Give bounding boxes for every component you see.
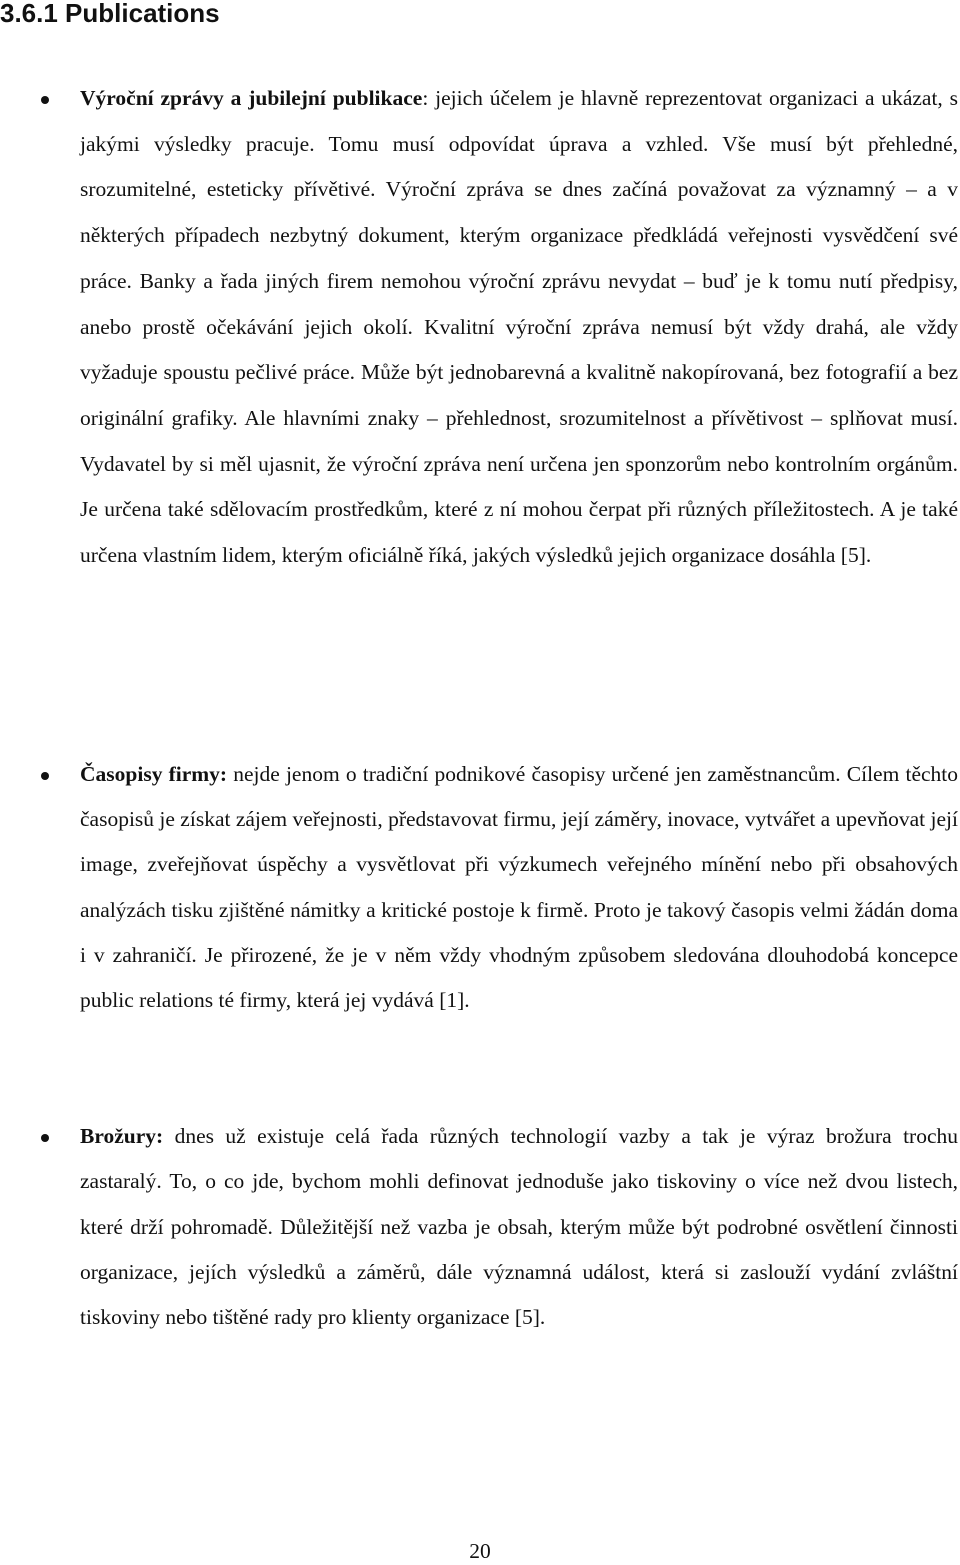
brochures-text: dnes už existuje celá řada různých technologií vazby a tak je výraz brožura trochu zastaralý. To, o co jde, bychom mohli definovat jednoduše jako tiskoviny o více než dvou listech, které drží pohromadě. Důležitější než vazba je obsah, kterým může být podrobné osvětlení činnosti organizace, jejích výsledků a záměrů, dále významná událost, která si zaslouží vydání zvláštní tiskoviny nebo tištěné rady pro klienty organizace [5]. <box>80 1124 958 1330</box>
brochures-paragraph <box>80 1114 958 1340</box>
company-magazines-text: nejde jenom o tradiční podnikové časopisy určené jen zaměstnancům. Cílem těchto časopisů je získat zájem veřejnosti, představovat firmu, její záměry, inovace, vytvářet a upevňovat její image, zveřejňovat úspěchy a vysvětlovat při výzkumech veřejného mínění nebo při obsahových analýzách tisku zjištěné námitky a kritické postoje k firmě. Proto je takový časopis velmi žádán doma i v zahraničí. Je přirozené, že je v něm vždy vhodným způsobem sledována dlouhodobá koncepce public relations té firmy, která jej vydává [1]. <box>80 762 958 1013</box>
annual-reports-paragraph <box>80 76 958 579</box>
company-magazines-paragraph <box>80 752 958 1023</box>
company-magazines-term: Časopisy firmy: <box>80 762 228 786</box>
section-heading: 3.6.1 Publications <box>0 0 220 28</box>
annual-reports-text: : jejich účelem je hlavně reprezentovat organizaci a ukázat, s jakými výsledky pracuje. Tomu musí odpovídat úprava a vzhled. Vše musí být přehledné, srozumitelné, esteticky přívětivé. Výroční zpráva se dnes začíná považovat za významný – a v některých případech nezbytný dokument, kterým organizace předkládá veřejnosti vysvědčení své práce. Banky a řada jiných firem nemohou výroční zprávu nevydat – buď je k tomu nutí předpisy, anebo prostě očekávání jejich okolí. Kvalitní výroční zpráva nemusí být vždy drahá, ale vždy vyžaduje spoustu pečlivé práce. Může být jednobarevná a kvalitně nakopírovaná, bez fotografií a bez originální grafiky. Ale hlavními znaky – přehlednost, srozumitelnost a přívětivost – splňovat musí. Vydavatel by si měl ujasnit, že výroční zpráva není určena jen sponzorům nebo kontrolním orgánům. Je určena také sdělovacím prostředkům, které z ní mohou čerpat při různých příležitostech. A je také určena vlastním lidem, kterým oficiálně říká, jakých výsledků jejich organizace dosáhla [5]. <box>80 86 959 568</box>
bullet-icon <box>41 772 49 780</box>
annual-reports-term: Výroční zprávy a jubilejní publikace <box>80 86 423 110</box>
bullet-icon <box>41 96 49 104</box>
page-number: 20 <box>469 1539 491 1563</box>
brochures-term: Brožury: <box>80 1124 164 1148</box>
bullet-icon <box>41 1134 49 1142</box>
